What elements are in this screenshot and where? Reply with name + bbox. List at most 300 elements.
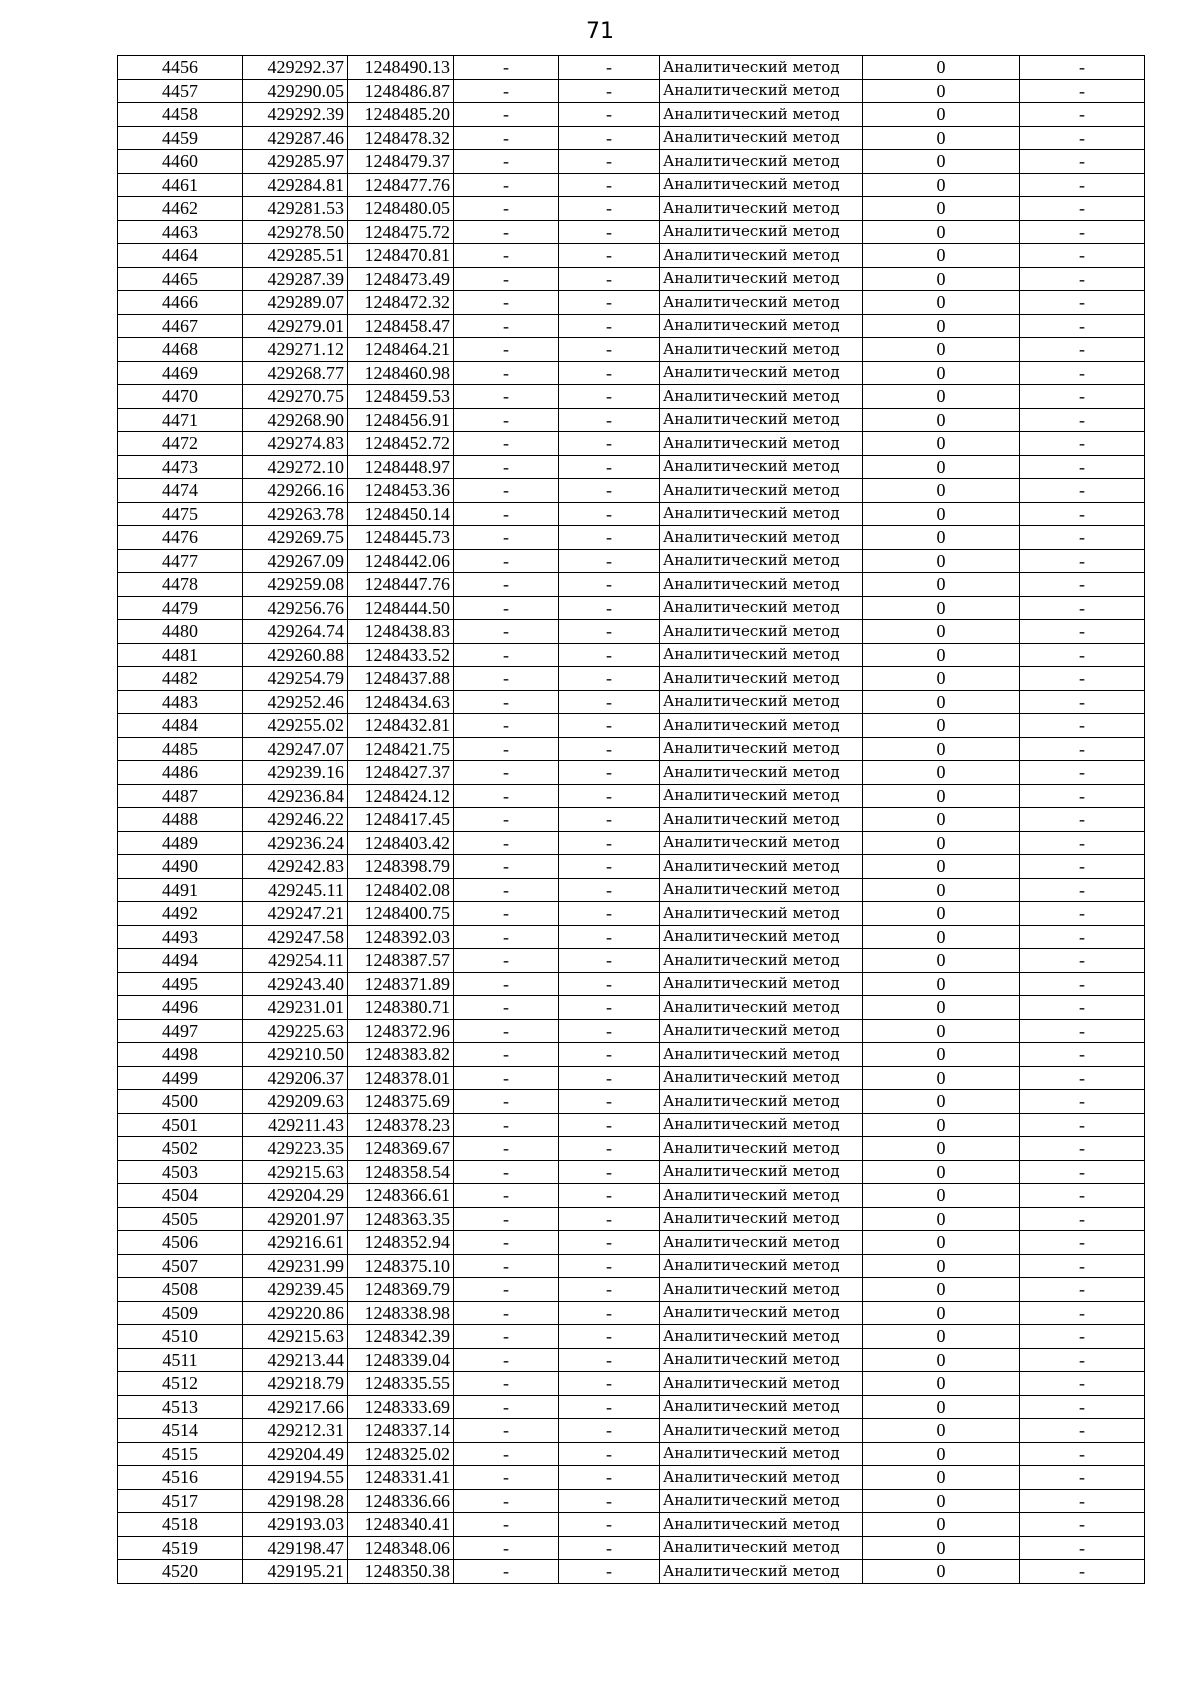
precision-cell: 0 xyxy=(863,1513,1020,1537)
x-coordinate-cell: 429254.79 xyxy=(243,667,348,691)
empty-value-cell: - xyxy=(1020,291,1145,315)
precision-cell: 0 xyxy=(863,173,1020,197)
y-coordinate-cell: 1248338.98 xyxy=(348,1301,454,1325)
x-coordinate-cell: 429268.90 xyxy=(243,408,348,432)
table-row xyxy=(118,432,1145,456)
y-coordinate-cell: 1248424.12 xyxy=(348,784,454,808)
precision-cell: 0 xyxy=(863,1043,1020,1067)
empty-value-cell: - xyxy=(454,949,559,973)
empty-value-cell: - xyxy=(454,1019,559,1043)
table-row xyxy=(118,1278,1145,1302)
method-cell: Аналитический метод xyxy=(660,1513,863,1537)
empty-value-cell: - xyxy=(559,244,660,268)
empty-value-cell: - xyxy=(1020,596,1145,620)
empty-value-cell: - xyxy=(454,126,559,150)
empty-value-cell: - xyxy=(559,197,660,221)
empty-value-cell: - xyxy=(1020,56,1145,80)
table-row xyxy=(118,878,1145,902)
empty-value-cell: - xyxy=(559,972,660,996)
point-number-cell: 4462 xyxy=(118,197,243,221)
method-cell: Аналитический метод xyxy=(660,996,863,1020)
y-coordinate-cell: 1248339.04 xyxy=(348,1348,454,1372)
empty-value-cell: - xyxy=(454,338,559,362)
point-number-cell: 4501 xyxy=(118,1113,243,1137)
precision-cell: 0 xyxy=(863,126,1020,150)
empty-value-cell: - xyxy=(454,831,559,855)
empty-value-cell: - xyxy=(454,690,559,714)
empty-value-cell: - xyxy=(559,714,660,738)
empty-value-cell: - xyxy=(1020,714,1145,738)
point-number-cell: 4516 xyxy=(118,1466,243,1490)
x-coordinate-cell: 429201.97 xyxy=(243,1207,348,1231)
empty-value-cell: - xyxy=(559,1442,660,1466)
x-coordinate-cell: 429281.53 xyxy=(243,197,348,221)
y-coordinate-cell: 1248432.81 xyxy=(348,714,454,738)
precision-cell: 0 xyxy=(863,573,1020,597)
method-cell: Аналитический метод xyxy=(660,150,863,174)
method-cell: Аналитический метод xyxy=(660,784,863,808)
point-number-cell: 4473 xyxy=(118,455,243,479)
empty-value-cell: - xyxy=(454,314,559,338)
empty-value-cell: - xyxy=(1020,878,1145,902)
x-coordinate-cell: 429264.74 xyxy=(243,620,348,644)
y-coordinate-cell: 1248372.96 xyxy=(348,1019,454,1043)
x-coordinate-cell: 429247.07 xyxy=(243,737,348,761)
method-cell: Аналитический метод xyxy=(660,972,863,996)
empty-value-cell: - xyxy=(1020,620,1145,644)
empty-value-cell: - xyxy=(1020,1348,1145,1372)
x-coordinate-cell: 429255.02 xyxy=(243,714,348,738)
table-row xyxy=(118,1231,1145,1255)
y-coordinate-cell: 1248434.63 xyxy=(348,690,454,714)
empty-value-cell: - xyxy=(454,1419,559,1443)
table-row xyxy=(118,173,1145,197)
empty-value-cell: - xyxy=(1020,1184,1145,1208)
empty-value-cell: - xyxy=(454,1442,559,1466)
point-number-cell: 4479 xyxy=(118,596,243,620)
y-coordinate-cell: 1248378.23 xyxy=(348,1113,454,1137)
x-coordinate-cell: 429215.63 xyxy=(243,1325,348,1349)
y-coordinate-cell: 1248392.03 xyxy=(348,925,454,949)
empty-value-cell: - xyxy=(1020,1395,1145,1419)
empty-value-cell: - xyxy=(1020,1278,1145,1302)
x-coordinate-cell: 429243.40 xyxy=(243,972,348,996)
y-coordinate-cell: 1248485.20 xyxy=(348,103,454,127)
precision-cell: 0 xyxy=(863,690,1020,714)
table-row xyxy=(118,855,1145,879)
x-coordinate-cell: 429206.37 xyxy=(243,1066,348,1090)
table-row xyxy=(118,949,1145,973)
table-row xyxy=(118,1489,1145,1513)
method-cell: Аналитический метод xyxy=(660,173,863,197)
point-number-cell: 4485 xyxy=(118,737,243,761)
point-number-cell: 4513 xyxy=(118,1395,243,1419)
x-coordinate-cell: 429245.11 xyxy=(243,878,348,902)
table-row xyxy=(118,1348,1145,1372)
empty-value-cell: - xyxy=(454,1254,559,1278)
empty-value-cell: - xyxy=(1020,573,1145,597)
x-coordinate-cell: 429242.83 xyxy=(243,855,348,879)
table-row xyxy=(118,1184,1145,1208)
empty-value-cell: - xyxy=(454,878,559,902)
method-cell: Аналитический метод xyxy=(660,667,863,691)
empty-value-cell: - xyxy=(559,1513,660,1537)
point-number-cell: 4466 xyxy=(118,291,243,315)
x-coordinate-cell: 429239.45 xyxy=(243,1278,348,1302)
x-coordinate-cell: 429259.08 xyxy=(243,573,348,597)
empty-value-cell: - xyxy=(454,855,559,879)
empty-value-cell: - xyxy=(559,878,660,902)
empty-value-cell: - xyxy=(454,643,559,667)
table-row xyxy=(118,737,1145,761)
empty-value-cell: - xyxy=(454,784,559,808)
precision-cell: 0 xyxy=(863,831,1020,855)
table-row xyxy=(118,620,1145,644)
y-coordinate-cell: 1248447.76 xyxy=(348,573,454,597)
x-coordinate-cell: 429239.16 xyxy=(243,761,348,785)
empty-value-cell: - xyxy=(1020,244,1145,268)
table-row xyxy=(118,220,1145,244)
y-coordinate-cell: 1248456.91 xyxy=(348,408,454,432)
x-coordinate-cell: 429211.43 xyxy=(243,1113,348,1137)
empty-value-cell: - xyxy=(559,1113,660,1137)
method-cell: Аналитический метод xyxy=(660,1372,863,1396)
empty-value-cell: - xyxy=(559,596,660,620)
x-coordinate-cell: 429204.49 xyxy=(243,1442,348,1466)
empty-value-cell: - xyxy=(559,1066,660,1090)
table-row xyxy=(118,714,1145,738)
x-coordinate-cell: 429284.81 xyxy=(243,173,348,197)
y-coordinate-cell: 1248348.06 xyxy=(348,1536,454,1560)
point-number-cell: 4475 xyxy=(118,502,243,526)
method-cell: Аналитический метод xyxy=(660,291,863,315)
method-cell: Аналитический метод xyxy=(660,1184,863,1208)
empty-value-cell: - xyxy=(454,408,559,432)
y-coordinate-cell: 1248464.21 xyxy=(348,338,454,362)
method-cell: Аналитический метод xyxy=(660,1090,863,1114)
empty-value-cell: - xyxy=(1020,1489,1145,1513)
empty-value-cell: - xyxy=(1020,361,1145,385)
y-coordinate-cell: 1248427.37 xyxy=(348,761,454,785)
empty-value-cell: - xyxy=(454,432,559,456)
precision-cell: 0 xyxy=(863,56,1020,80)
empty-value-cell: - xyxy=(559,549,660,573)
empty-value-cell: - xyxy=(454,549,559,573)
precision-cell: 0 xyxy=(863,1207,1020,1231)
precision-cell: 0 xyxy=(863,1066,1020,1090)
precision-cell: 0 xyxy=(863,667,1020,691)
x-coordinate-cell: 429278.50 xyxy=(243,220,348,244)
table-row xyxy=(118,150,1145,174)
method-cell: Аналитический метод xyxy=(660,56,863,80)
precision-cell: 0 xyxy=(863,1419,1020,1443)
empty-value-cell: - xyxy=(559,949,660,973)
precision-cell: 0 xyxy=(863,902,1020,926)
empty-value-cell: - xyxy=(454,737,559,761)
table-row xyxy=(118,385,1145,409)
empty-value-cell: - xyxy=(1020,267,1145,291)
method-cell: Аналитический метод xyxy=(660,855,863,879)
precision-cell: 0 xyxy=(863,1325,1020,1349)
precision-cell: 0 xyxy=(863,79,1020,103)
point-number-cell: 4512 xyxy=(118,1372,243,1396)
empty-value-cell: - xyxy=(559,173,660,197)
point-number-cell: 4468 xyxy=(118,338,243,362)
empty-value-cell: - xyxy=(559,385,660,409)
precision-cell: 0 xyxy=(863,925,1020,949)
table-row xyxy=(118,925,1145,949)
precision-cell: 0 xyxy=(863,1231,1020,1255)
empty-value-cell: - xyxy=(559,1231,660,1255)
empty-value-cell: - xyxy=(559,1207,660,1231)
method-cell: Аналитический метод xyxy=(660,502,863,526)
empty-value-cell: - xyxy=(1020,972,1145,996)
method-cell: Аналитический метод xyxy=(660,361,863,385)
empty-value-cell: - xyxy=(1020,949,1145,973)
point-number-cell: 4474 xyxy=(118,479,243,503)
empty-value-cell: - xyxy=(454,526,559,550)
method-cell: Аналитический метод xyxy=(660,1231,863,1255)
x-coordinate-cell: 429231.99 xyxy=(243,1254,348,1278)
precision-cell: 0 xyxy=(863,1278,1020,1302)
empty-value-cell: - xyxy=(454,197,559,221)
method-cell: Аналитический метод xyxy=(660,197,863,221)
empty-value-cell: - xyxy=(559,1372,660,1396)
method-cell: Аналитический метод xyxy=(660,1113,863,1137)
empty-value-cell: - xyxy=(454,103,559,127)
precision-cell: 0 xyxy=(863,784,1020,808)
x-coordinate-cell: 429290.05 xyxy=(243,79,348,103)
empty-value-cell: - xyxy=(559,1348,660,1372)
empty-value-cell: - xyxy=(559,432,660,456)
x-coordinate-cell: 429225.63 xyxy=(243,1019,348,1043)
precision-cell: 0 xyxy=(863,761,1020,785)
table-row xyxy=(118,1207,1145,1231)
point-number-cell: 4514 xyxy=(118,1419,243,1443)
method-cell: Аналитический метод xyxy=(660,761,863,785)
empty-value-cell: - xyxy=(1020,1113,1145,1137)
point-number-cell: 4464 xyxy=(118,244,243,268)
empty-value-cell: - xyxy=(454,620,559,644)
point-number-cell: 4481 xyxy=(118,643,243,667)
x-coordinate-cell: 429287.39 xyxy=(243,267,348,291)
y-coordinate-cell: 1248369.67 xyxy=(348,1137,454,1161)
empty-value-cell: - xyxy=(1020,902,1145,926)
precision-cell: 0 xyxy=(863,1466,1020,1490)
empty-value-cell: - xyxy=(1020,1419,1145,1443)
precision-cell: 0 xyxy=(863,526,1020,550)
empty-value-cell: - xyxy=(454,173,559,197)
y-coordinate-cell: 1248371.89 xyxy=(348,972,454,996)
table-row xyxy=(118,1019,1145,1043)
point-number-cell: 4493 xyxy=(118,925,243,949)
y-coordinate-cell: 1248375.69 xyxy=(348,1090,454,1114)
table-row xyxy=(118,314,1145,338)
y-coordinate-cell: 1248403.42 xyxy=(348,831,454,855)
empty-value-cell: - xyxy=(559,1278,660,1302)
empty-value-cell: - xyxy=(559,1160,660,1184)
point-number-cell: 4494 xyxy=(118,949,243,973)
empty-value-cell: - xyxy=(454,1466,559,1490)
table-body xyxy=(118,56,1145,1584)
y-coordinate-cell: 1248333.69 xyxy=(348,1395,454,1419)
empty-value-cell: - xyxy=(1020,855,1145,879)
method-cell: Аналитический метод xyxy=(660,526,863,550)
point-number-cell: 4503 xyxy=(118,1160,243,1184)
precision-cell: 0 xyxy=(863,714,1020,738)
point-number-cell: 4477 xyxy=(118,549,243,573)
y-coordinate-cell: 1248437.88 xyxy=(348,667,454,691)
y-coordinate-cell: 1248450.14 xyxy=(348,502,454,526)
method-cell: Аналитический метод xyxy=(660,1489,863,1513)
empty-value-cell: - xyxy=(559,267,660,291)
table-row xyxy=(118,1536,1145,1560)
empty-value-cell: - xyxy=(1020,1442,1145,1466)
method-cell: Аналитический метод xyxy=(660,103,863,127)
empty-value-cell: - xyxy=(454,1536,559,1560)
point-number-cell: 4507 xyxy=(118,1254,243,1278)
y-coordinate-cell: 1248475.72 xyxy=(348,220,454,244)
empty-value-cell: - xyxy=(454,220,559,244)
empty-value-cell: - xyxy=(1020,1231,1145,1255)
table-row xyxy=(118,1066,1145,1090)
y-coordinate-cell: 1248490.13 xyxy=(348,56,454,80)
y-coordinate-cell: 1248453.36 xyxy=(348,479,454,503)
empty-value-cell: - xyxy=(454,1489,559,1513)
empty-value-cell: - xyxy=(1020,1301,1145,1325)
empty-value-cell: - xyxy=(559,573,660,597)
empty-value-cell: - xyxy=(559,996,660,1020)
empty-value-cell: - xyxy=(1020,667,1145,691)
method-cell: Аналитический метод xyxy=(660,1395,863,1419)
precision-cell: 0 xyxy=(863,267,1020,291)
empty-value-cell: - xyxy=(559,1466,660,1490)
precision-cell: 0 xyxy=(863,502,1020,526)
empty-value-cell: - xyxy=(1020,1207,1145,1231)
y-coordinate-cell: 1248479.37 xyxy=(348,150,454,174)
method-cell: Аналитический метод xyxy=(660,925,863,949)
empty-value-cell: - xyxy=(1020,643,1145,667)
method-cell: Аналитический метод xyxy=(660,1442,863,1466)
y-coordinate-cell: 1248472.32 xyxy=(348,291,454,315)
empty-value-cell: - xyxy=(1020,1466,1145,1490)
table-row xyxy=(118,808,1145,832)
point-number-cell: 4497 xyxy=(118,1019,243,1043)
method-cell: Аналитический метод xyxy=(660,620,863,644)
method-cell: Аналитический метод xyxy=(660,690,863,714)
table-row xyxy=(118,1395,1145,1419)
point-number-cell: 4459 xyxy=(118,126,243,150)
x-coordinate-cell: 429210.50 xyxy=(243,1043,348,1067)
point-number-cell: 4478 xyxy=(118,573,243,597)
precision-cell: 0 xyxy=(863,1301,1020,1325)
empty-value-cell: - xyxy=(454,902,559,926)
empty-value-cell: - xyxy=(454,808,559,832)
point-number-cell: 4502 xyxy=(118,1137,243,1161)
empty-value-cell: - xyxy=(559,643,660,667)
y-coordinate-cell: 1248358.54 xyxy=(348,1160,454,1184)
empty-value-cell: - xyxy=(1020,197,1145,221)
table-row xyxy=(118,408,1145,432)
table-row xyxy=(118,126,1145,150)
page-number: 71 xyxy=(586,19,614,44)
point-number-cell: 4515 xyxy=(118,1442,243,1466)
table-row xyxy=(118,526,1145,550)
precision-cell: 0 xyxy=(863,596,1020,620)
precision-cell: 0 xyxy=(863,1254,1020,1278)
point-number-cell: 4488 xyxy=(118,808,243,832)
empty-value-cell: - xyxy=(559,1325,660,1349)
table-row xyxy=(118,502,1145,526)
empty-value-cell: - xyxy=(559,1536,660,1560)
x-coordinate-cell: 429274.83 xyxy=(243,432,348,456)
y-coordinate-cell: 1248340.41 xyxy=(348,1513,454,1537)
empty-value-cell: - xyxy=(1020,1160,1145,1184)
x-coordinate-cell: 429217.66 xyxy=(243,1395,348,1419)
point-number-cell: 4492 xyxy=(118,902,243,926)
precision-cell: 0 xyxy=(863,737,1020,761)
method-cell: Аналитический метод xyxy=(660,1301,863,1325)
method-cell: Аналитический метод xyxy=(660,338,863,362)
empty-value-cell: - xyxy=(559,56,660,80)
empty-value-cell: - xyxy=(559,855,660,879)
x-coordinate-cell: 429209.63 xyxy=(243,1090,348,1114)
point-number-cell: 4460 xyxy=(118,150,243,174)
y-coordinate-cell: 1248366.61 xyxy=(348,1184,454,1208)
table-row xyxy=(118,338,1145,362)
table-row xyxy=(118,831,1145,855)
empty-value-cell: - xyxy=(454,1207,559,1231)
table-row xyxy=(118,549,1145,573)
point-number-cell: 4498 xyxy=(118,1043,243,1067)
table-row xyxy=(118,1442,1145,1466)
table-row xyxy=(118,761,1145,785)
empty-value-cell: - xyxy=(559,808,660,832)
empty-value-cell: - xyxy=(1020,220,1145,244)
x-coordinate-cell: 429287.46 xyxy=(243,126,348,150)
point-number-cell: 4469 xyxy=(118,361,243,385)
point-number-cell: 4500 xyxy=(118,1090,243,1114)
empty-value-cell: - xyxy=(1020,408,1145,432)
empty-value-cell: - xyxy=(559,902,660,926)
y-coordinate-cell: 1248459.53 xyxy=(348,385,454,409)
y-coordinate-cell: 1248438.83 xyxy=(348,620,454,644)
precision-cell: 0 xyxy=(863,408,1020,432)
empty-value-cell: - xyxy=(1020,1137,1145,1161)
table-row xyxy=(118,784,1145,808)
table-row xyxy=(118,902,1145,926)
point-number-cell: 4483 xyxy=(118,690,243,714)
empty-value-cell: - xyxy=(559,1184,660,1208)
empty-value-cell: - xyxy=(454,1160,559,1184)
method-cell: Аналитический метод xyxy=(660,1254,863,1278)
empty-value-cell: - xyxy=(559,784,660,808)
point-number-cell: 4484 xyxy=(118,714,243,738)
x-coordinate-cell: 429267.09 xyxy=(243,549,348,573)
x-coordinate-cell: 429279.01 xyxy=(243,314,348,338)
x-coordinate-cell: 429246.22 xyxy=(243,808,348,832)
precision-cell: 0 xyxy=(863,1489,1020,1513)
empty-value-cell: - xyxy=(1020,1090,1145,1114)
x-coordinate-cell: 429193.03 xyxy=(243,1513,348,1537)
method-cell: Аналитический метод xyxy=(660,831,863,855)
y-coordinate-cell: 1248335.55 xyxy=(348,1372,454,1396)
table-row xyxy=(118,1513,1145,1537)
table-row xyxy=(118,573,1145,597)
empty-value-cell: - xyxy=(454,761,559,785)
empty-value-cell: - xyxy=(454,925,559,949)
x-coordinate-cell: 429256.76 xyxy=(243,596,348,620)
